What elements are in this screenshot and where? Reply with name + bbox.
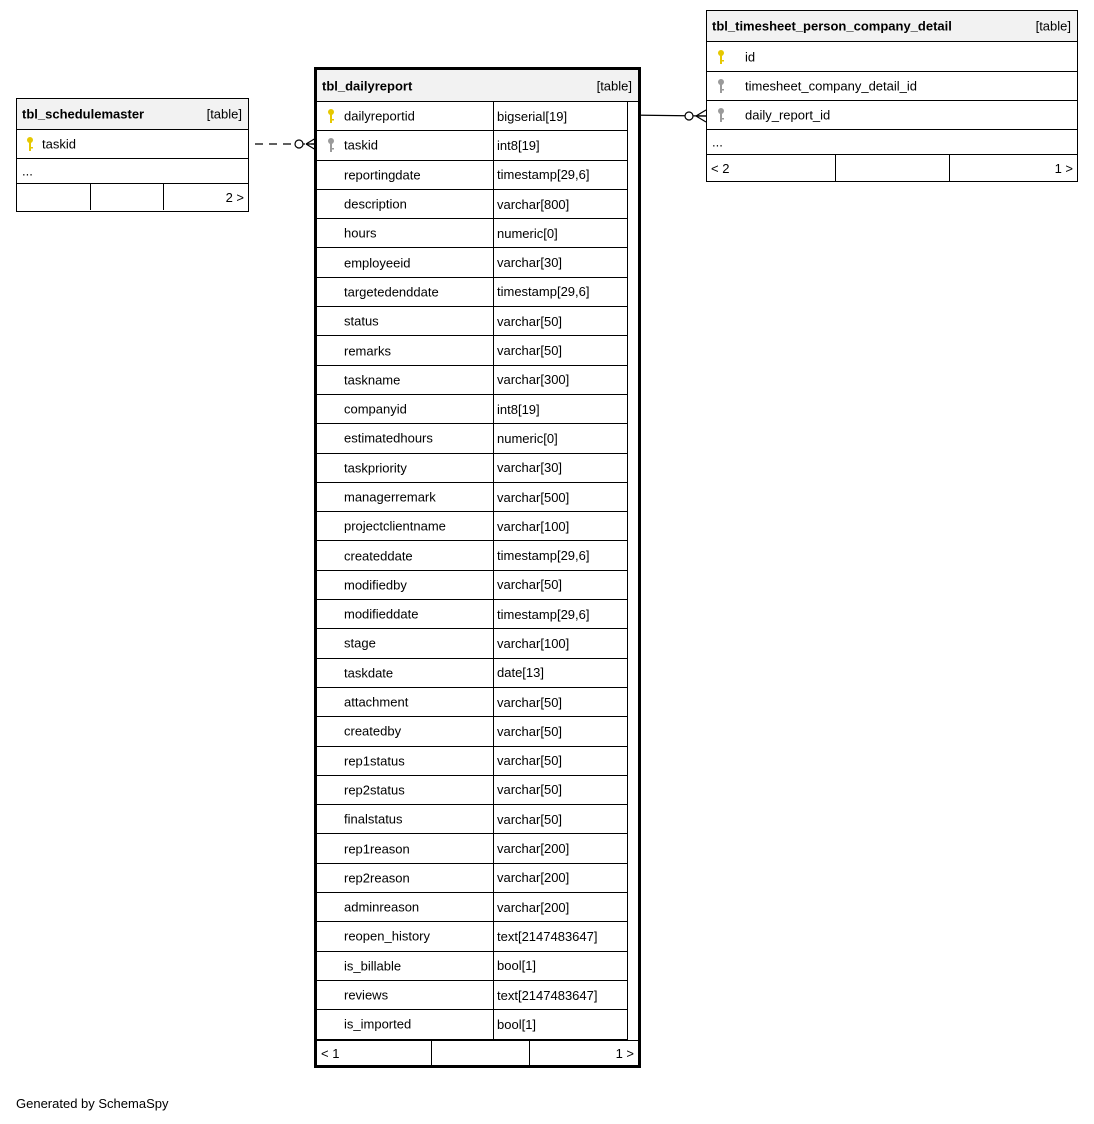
primary-key-icon: [327, 108, 335, 124]
column-row: [317, 717, 627, 746]
column-name: employeeid: [344, 255, 411, 271]
footer-cell: [90, 184, 163, 210]
column-row: [317, 571, 627, 600]
foreign-key-icon: [717, 78, 725, 94]
column-type: varchar[800]: [493, 190, 627, 218]
column-type: varchar[100]: [493, 629, 627, 657]
column-type: text[2147483647]: [493, 981, 627, 1009]
table-name: tbl_dailyreport: [322, 78, 413, 93]
column-type: varchar[50]: [493, 571, 627, 599]
column-type: timestamp[29,6]: [493, 600, 627, 628]
column-row: [317, 190, 627, 219]
column-type: varchar[300]: [493, 366, 627, 394]
column-row: [707, 101, 1077, 130]
column-row: [317, 834, 627, 863]
column-row: [317, 161, 627, 190]
column-type: int8[19]: [493, 395, 627, 423]
column-type: date[13]: [493, 659, 627, 687]
table-kind: [table]: [1035, 18, 1071, 34]
column-type: varchar[50]: [493, 805, 627, 833]
column-name: createdby: [344, 723, 402, 739]
column-name: rep2status: [344, 782, 405, 798]
column-row: [317, 424, 627, 453]
column-name: modifiedby: [344, 577, 407, 593]
generated-by-text: Generated by SchemaSpy: [16, 1096, 169, 1111]
column-name: targetedenddate: [344, 284, 439, 300]
table-name: tbl_timesheet_person_company_detail: [712, 18, 952, 34]
column-row: [317, 483, 627, 512]
table-header: [317, 70, 638, 102]
table-name: tbl_schedulemaster: [22, 106, 145, 122]
footer-cell: [431, 1041, 529, 1066]
column-row: [707, 42, 1077, 72]
column-row: [317, 102, 627, 131]
column-name: id: [745, 49, 756, 64]
column-name: dailyreportid: [344, 108, 415, 124]
column-name: attachment: [344, 694, 409, 710]
column-type: varchar[30]: [493, 248, 627, 276]
column-row: [317, 805, 627, 834]
column-name: reopen_history: [344, 928, 430, 944]
table-timesheet-person-company-detail[interactable]: [706, 10, 1078, 182]
footer-children-count: 1 >: [949, 155, 1077, 181]
column-name: createddate: [344, 548, 413, 564]
footer-cell: [835, 155, 949, 181]
column-row: [317, 747, 627, 776]
column-name: description: [344, 196, 407, 212]
column-name: rep1reason: [344, 841, 410, 857]
table-footer: [317, 1040, 638, 1066]
primary-key-icon: [26, 136, 34, 152]
column-row: [317, 366, 627, 395]
column-name: timesheet_company_detail_id: [745, 78, 917, 94]
crow-foot-marker: [696, 110, 706, 122]
column-name: reportingdate: [344, 167, 421, 183]
ellipsis: ...: [22, 163, 33, 179]
column-name: is_billable: [344, 958, 402, 974]
column-type: varchar[200]: [493, 893, 627, 921]
column-row: [317, 131, 627, 160]
column-type: varchar[50]: [493, 307, 627, 335]
footer-parents-count: < 1: [321, 1045, 340, 1061]
column-row: [317, 981, 627, 1010]
column-row: [317, 776, 627, 805]
column-row: [317, 278, 627, 307]
column-type: varchar[200]: [493, 864, 627, 892]
column-name: hours: [344, 225, 377, 241]
column-row: [707, 72, 1077, 101]
column-row: [317, 454, 627, 483]
more-columns-row: [707, 130, 1077, 155]
column-name: daily_report_id: [745, 107, 831, 123]
table-header: [17, 99, 248, 130]
column-type: timestamp[29,6]: [493, 161, 627, 189]
column-name: taskid: [42, 136, 76, 152]
column-type: varchar[100]: [493, 512, 627, 540]
foreign-key-icon: [327, 137, 335, 153]
zero-or-many-marker: [295, 140, 303, 148]
column-row: [317, 512, 627, 541]
column-type: varchar[50]: [493, 688, 627, 716]
column-type: varchar[500]: [493, 483, 627, 511]
column-type: text[2147483647]: [493, 922, 627, 950]
column-name: modifieddate: [344, 606, 419, 622]
column-name: finalstatus: [344, 811, 403, 827]
column-name: adminreason: [344, 899, 420, 915]
column-row: [317, 952, 627, 981]
column-type: numeric[0]: [493, 219, 627, 247]
column-name: estimatedhours: [344, 430, 433, 446]
footer-children-count: 2 >: [163, 184, 248, 210]
column-type: int8[19]: [493, 131, 627, 159]
column-type: bigserial[19]: [493, 102, 627, 130]
column-name: is_imported: [344, 1016, 412, 1032]
table-kind: [table]: [206, 106, 242, 122]
column-name: taskname: [344, 372, 401, 388]
column-row: [17, 130, 248, 159]
column-row: [317, 659, 627, 688]
table-schedulemaster[interactable]: [16, 98, 249, 212]
column-type: varchar[50]: [493, 747, 627, 775]
column-name: projectclientname: [344, 518, 446, 534]
column-row: [317, 219, 627, 248]
column-name: taskpriority: [344, 460, 407, 476]
table-dailyreport[interactable]: [314, 67, 641, 1068]
column-row: [317, 395, 627, 424]
column-name: companyid: [344, 401, 407, 417]
column-type: timestamp[29,6]: [493, 278, 627, 306]
table-header: [707, 11, 1077, 42]
table-kind: [table]: [596, 78, 632, 93]
footer-children-count: 1 >: [529, 1041, 638, 1066]
column-row: [317, 541, 627, 570]
ellipsis: ...: [712, 134, 723, 150]
column-type: bool[1]: [493, 952, 627, 980]
column-type: timestamp[29,6]: [493, 541, 627, 569]
column-name: status: [344, 313, 379, 329]
more-columns-row: [17, 159, 248, 184]
column-name: stage: [344, 635, 376, 651]
column-name: taskdate: [344, 665, 394, 681]
column-type: numeric[0]: [493, 424, 627, 452]
column-row: [317, 1010, 627, 1039]
column-row: [317, 893, 627, 922]
column-row: [317, 864, 627, 893]
column-name: rep1status: [344, 753, 405, 769]
footer-parents-count: < 2: [711, 160, 730, 176]
column-name: managerremark: [344, 489, 436, 505]
column-name: remarks: [344, 343, 391, 359]
zero-or-many-marker: [685, 112, 693, 120]
footer-cell: [17, 184, 90, 210]
column-type: varchar[50]: [493, 717, 627, 745]
column-row: [317, 307, 627, 336]
column-row: [317, 600, 627, 629]
column-name: rep2reason: [344, 870, 410, 886]
column-row: [317, 688, 627, 717]
primary-key-icon: [717, 49, 725, 65]
column-type: varchar[30]: [493, 454, 627, 482]
column-type: varchar[50]: [493, 776, 627, 804]
column-name: taskid: [344, 137, 378, 153]
foreign-key-icon: [717, 107, 725, 123]
column-row: [317, 629, 627, 658]
table-footer: [707, 155, 1077, 181]
column-name: reviews: [344, 987, 389, 1003]
column-row: [317, 336, 627, 365]
column-type: varchar[50]: [493, 336, 627, 364]
column-list: [317, 102, 628, 1040]
table-footer: [17, 184, 248, 210]
column-type: bool[1]: [493, 1010, 627, 1038]
column-row: [317, 248, 627, 277]
column-row: [317, 922, 627, 951]
column-type: varchar[200]: [493, 834, 627, 862]
